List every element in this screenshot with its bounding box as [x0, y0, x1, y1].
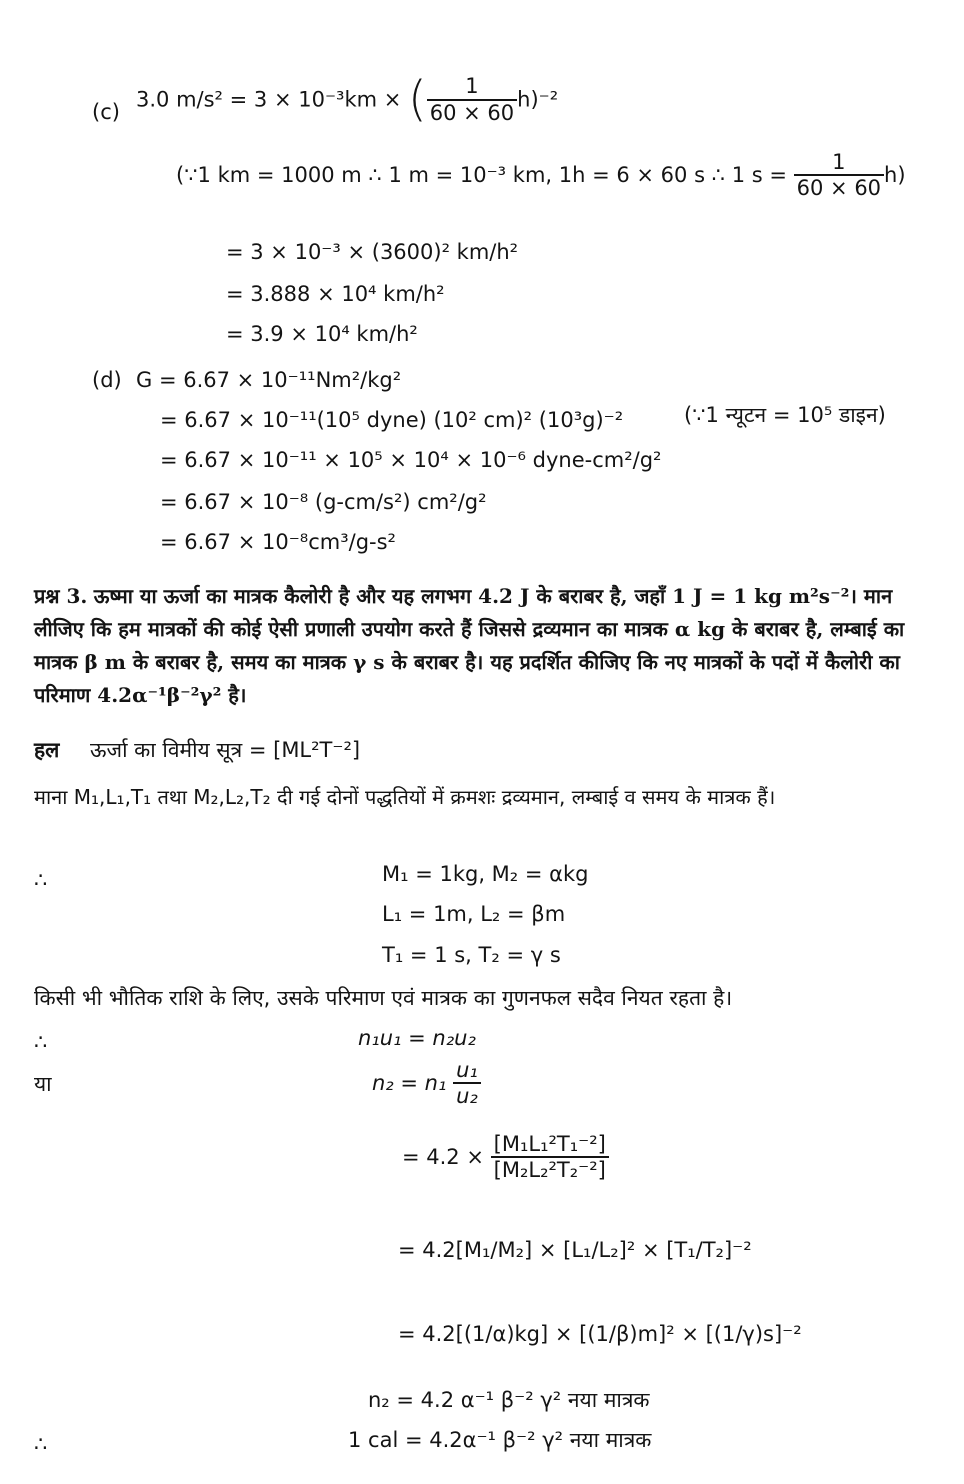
therefore-symbol: ∴ — [34, 868, 48, 892]
conversion-fraction — [794, 150, 884, 200]
unit-systems-assumption: माना M₁,L₁,T₁ तथा M₂,L₂,T₂ दी गई दोनों पद्धतियों में क्रमशः द्रव्यमान, लम्बाई व समय के मात्रक हैं। — [34, 785, 776, 809]
therefore-symbol: ∴ — [34, 1030, 48, 1054]
part-d-line-3: = 6.67 × 10⁻¹¹ × 10⁵ × 10⁴ × 10⁻⁶ dyne-cm²/g² — [160, 448, 662, 472]
equation-1: n₁u₁ = n₂u₂ — [358, 1026, 476, 1050]
mass-units-line: M₁ = 1kg, M₂ = αkg — [382, 862, 589, 886]
fraction-denominator: 60 × 60 — [794, 174, 884, 200]
fraction-numerator: u₁ — [456, 1058, 478, 1082]
part-d-line-2: = 6.67 × 10⁻¹¹(10⁵ dyne) (10² cm)² (10³g)⁻² — [160, 408, 624, 432]
part-d-line-5: = 6.67 × 10⁻⁸cm³/g-s² — [160, 530, 396, 554]
result-line-1: n₂ = 4.2 α⁻¹ β⁻² γ² नया मात्रक — [368, 1388, 650, 1412]
equation-2-fraction — [453, 1058, 481, 1108]
invariance-principle: किसी भी भौतिक राशि के लिए, उसके परिमाण एवं मात्रक का गुणनफल सदैव नियत रहता है। — [34, 986, 733, 1010]
part-d-line-4: = 6.67 × 10⁻⁸ (g-cm/s²) cm²/g² — [160, 490, 487, 514]
part-c-fraction — [427, 74, 517, 124]
equation-3 — [402, 1132, 609, 1182]
part-c-label: (c) — [92, 100, 120, 124]
part-c-lhs: 3.0 m/s² = 3 × 10⁻³km × — [136, 87, 402, 112]
part-d-line-1: G = 6.67 × 10⁻¹¹Nm²/kg² — [136, 368, 402, 392]
part-c-step-2: = 3.888 × 10⁴ km/h² — [226, 282, 445, 306]
part-c-hour-unit: h)⁻² — [517, 87, 559, 112]
fraction-denominator: 60 × 60 — [427, 99, 517, 125]
newton-dyne-note: (∵1 न्यूटन = 10⁵ डाइन) — [684, 403, 886, 427]
equation-4: = 4.2[M₁/M₂] × [L₁/L₂]² × [T₁/T₂]⁻² — [398, 1238, 752, 1262]
fraction-numerator: 1 — [465, 74, 479, 99]
conversion-note-text: (∵1 km = 1000 m ∴ 1 m = 10⁻³ km, 1h = 6 × 60 s ∴ 1 s = — [176, 163, 787, 188]
open-paren: ( — [408, 71, 427, 127]
solution-label: हल — [34, 737, 60, 762]
part-c-equation — [136, 72, 558, 127]
fraction-numerator: [M₁L₁²T₁⁻²] — [493, 1132, 606, 1156]
energy-dimensional-formula: ऊर्जा का विमीय सूत्र = [ML²T⁻²] — [90, 738, 361, 762]
fraction-denominator: u₂ — [453, 1082, 481, 1108]
part-c-conversion-note — [176, 150, 906, 200]
equation-2 — [372, 1058, 481, 1108]
fraction-numerator: 1 — [832, 150, 846, 174]
question-label: प्रश्न 3. — [34, 584, 88, 608]
question-3 — [34, 580, 924, 712]
part-d-label: (d) — [92, 368, 122, 392]
equation-3-fraction — [491, 1132, 609, 1182]
result-line-2: 1 cal = 4.2α⁻¹ β⁻² γ² नया मात्रक — [348, 1428, 652, 1452]
or-label: या — [34, 1072, 52, 1096]
part-c-step-1: = 3 × 10⁻³ × (3600)² km/h² — [226, 240, 519, 264]
part-c-step-3: = 3.9 × 10⁴ km/h² — [226, 322, 418, 346]
equation-5: = 4.2[(1/α)kg] × [(1/β)m]² × [(1/γ)s]⁻² — [398, 1322, 802, 1346]
length-units-line: L₁ = 1m, L₂ = βm — [382, 902, 566, 926]
equation-3-left: = 4.2 × — [402, 1145, 484, 1170]
fraction-denominator: [M₂L₂²T₂⁻²] — [491, 1156, 609, 1182]
conversion-note-suffix: h) — [884, 163, 906, 188]
question-text: ऊष्मा या ऊर्जा का मात्रक कैलोरी है और यह लगभग 4.2 J के बराबर है, जहाँ 1 J = 1 kg m²s⁻²। मान लीजिए कि हम मात्रकों की कोई ऐसी प्रणाली उपयोग करते हैं जिससे द्रव्यमान का मात्रक α kg के बराबर है, लम्बाई का मात्रक β m के बराबर है, समय का मात्रक γ s के बराबर है। यह प्रदर्शित कीजिए कि नए मात्रकों के पदों में कैलोरी का परिमाण 4.2α⁻¹β⁻²γ² है। — [34, 584, 905, 707]
therefore-symbol: ∴ — [34, 1432, 48, 1456]
time-units-line: T₁ = 1 s, T₂ = γ s — [382, 943, 561, 967]
equation-2-left: n₂ = n₁ — [372, 1071, 447, 1096]
